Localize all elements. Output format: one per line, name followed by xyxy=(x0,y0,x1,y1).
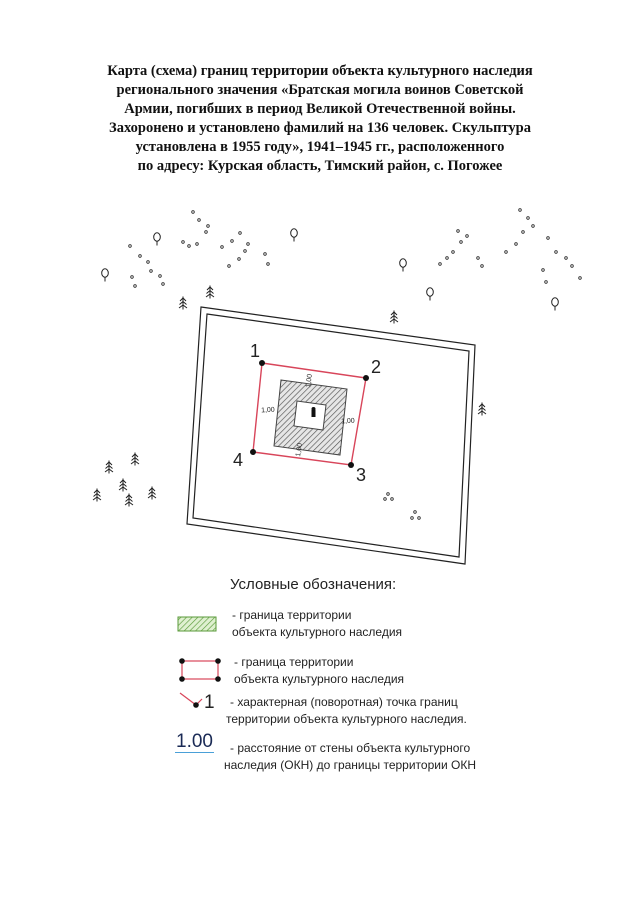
conifer-tree-icon xyxy=(148,487,156,500)
monument-territory xyxy=(274,380,347,458)
monument-icon xyxy=(312,407,316,417)
conifer-tree-icon xyxy=(131,453,139,466)
conifer-tree-icon xyxy=(125,494,133,507)
turning-point-icon xyxy=(180,693,202,708)
boundary-point-3 xyxy=(348,462,354,468)
deciduous-tree-icon xyxy=(291,229,298,242)
boundary-line-icon xyxy=(179,658,221,682)
deciduous-tree-icon xyxy=(427,288,434,301)
legend-text: объекта культурного наследия xyxy=(232,625,403,639)
point-label-4: 4 xyxy=(233,450,244,470)
vegetation xyxy=(93,229,558,507)
boundary-point-2 xyxy=(363,375,369,381)
legend-text: - расстояние от стены объекта культурного xyxy=(230,741,471,755)
deciduous-tree-icon xyxy=(154,233,161,246)
conifer-tree-icon xyxy=(390,311,398,324)
title-line: по адресу: Курская область, Тимский район, с. Погожее xyxy=(137,158,503,174)
title-line: Захоронено и установлено фамилий на 136 человек. Скульптура xyxy=(109,120,531,136)
title-line: регионального значения «Братская могила воинов Советской xyxy=(116,82,524,98)
point-label-2: 2 xyxy=(371,357,382,377)
legend-title: Условные обозначения: xyxy=(230,576,397,593)
legend-text: - характерная (поворотная) точка границ xyxy=(230,695,458,709)
hatched-area-icon xyxy=(178,617,216,631)
legend-item-turning-point xyxy=(226,694,467,728)
legend-item-territory-boundary xyxy=(234,654,404,688)
deciduous-tree-icon xyxy=(552,298,559,311)
title-line: Армии, погибших в период Великой Отечественной войны. xyxy=(124,101,516,117)
conifer-tree-icon xyxy=(179,297,187,310)
boundary-point-4 xyxy=(250,449,256,455)
distance-label-right: 1,00 xyxy=(340,417,355,426)
conifer-tree-icon xyxy=(93,489,101,502)
distance-label-top: 1,00 xyxy=(305,373,314,389)
distance-label-bottom: 1,00 xyxy=(295,442,304,458)
title-line: Карта (схема) границ территории объекта культурного наследия xyxy=(107,63,533,79)
title-line: установлена в 1955 году», 1941–1945 гг., расположенного xyxy=(135,139,505,155)
legend-text: - граница территории xyxy=(234,655,354,669)
deciduous-tree-icon xyxy=(400,259,407,272)
legend-item-distance xyxy=(224,740,476,774)
deciduous-tree-icon xyxy=(102,269,109,282)
distance-label-icon: 1.00 xyxy=(176,731,213,752)
conifer-tree-icon xyxy=(119,479,127,492)
legend-text: объекта культурного наследия xyxy=(234,672,405,686)
conifer-tree-icon xyxy=(478,403,486,416)
point-label-1: 1 xyxy=(250,341,261,361)
conifer-tree-icon xyxy=(105,461,113,474)
legend-text: территории объекта культурного наследия. xyxy=(226,712,467,726)
conifer-tree-icon xyxy=(206,286,214,299)
turning-point-number: 1 xyxy=(204,692,215,713)
legend-item-territory-hatch xyxy=(232,607,402,641)
legend-text: - граница территории xyxy=(232,608,352,622)
point-label-3: 3 xyxy=(356,465,367,485)
distance-label-left: 1,00 xyxy=(260,406,275,415)
legend-text: наследия (ОКН) до границы территории ОКН xyxy=(224,758,476,772)
